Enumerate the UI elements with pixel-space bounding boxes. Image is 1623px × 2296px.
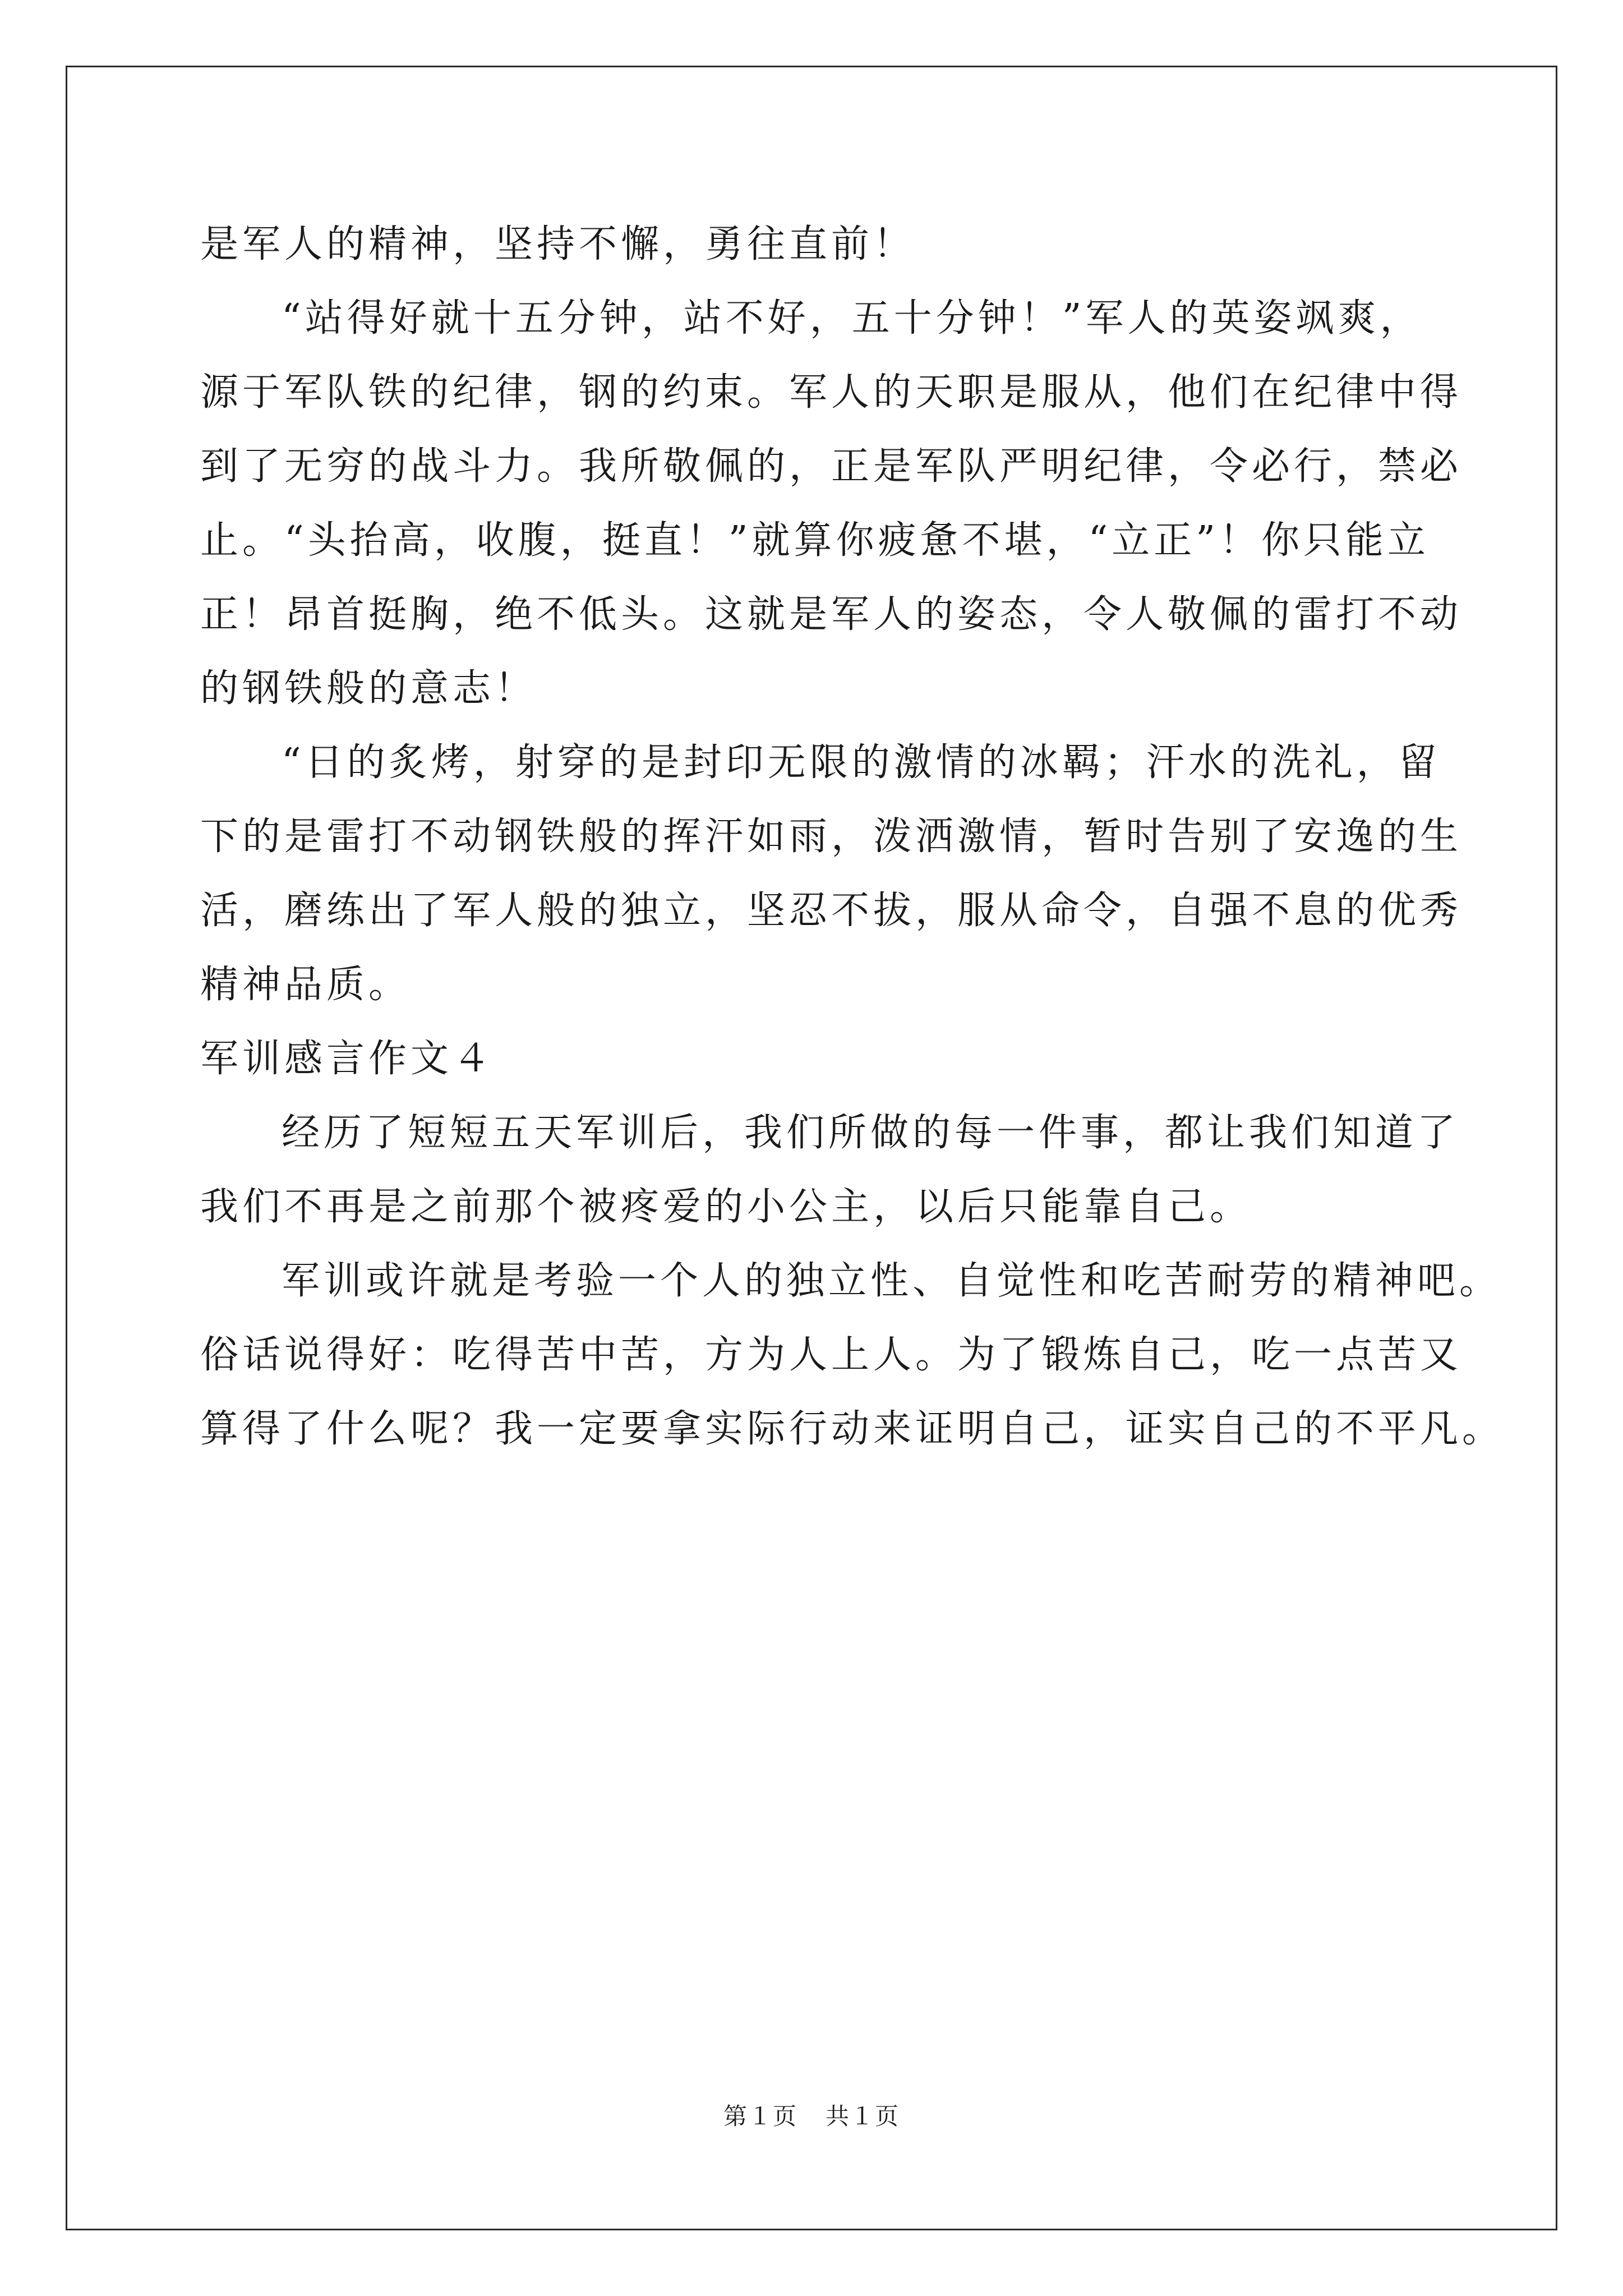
paragraph-line: 俗话说得好：吃得苦中苦，方为人上人。为了锻炼自己，吃一点苦又	[200, 1333, 1463, 1377]
paragraph-line: 的钢铁般的意志！	[200, 666, 537, 711]
paragraph-line: 下的是雷打不动钢铁般的挥汗如雨，泼洒激情，暂时告别了安逸的生	[200, 815, 1463, 859]
document-body	[200, 208, 1505, 1466]
page-footer	[0, 2098, 1623, 2132]
paragraph-line: 活，磨练出了军人般的独立，坚忍不拔，服从命令，自强不息的优秀	[200, 889, 1463, 933]
paragraph-line: 军训或许就是考验一个人的独立性、自觉性和吃苦耐劳的精神吧。	[282, 1259, 1502, 1303]
paragraph-line: 正！昂首挺胸，绝不低头。这就是军人的姿态，令人敬佩的雷打不动	[200, 592, 1463, 637]
paragraph-line: 精神品质。	[200, 963, 411, 1007]
paragraph-line: “站得好就十五分钟，站不好，五十分钟！”军人的英姿飒爽，	[282, 296, 1422, 341]
paragraph-line: 到了无穷的战斗力。我所敬佩的，正是军队严明纪律，令必行，禁必	[200, 444, 1463, 489]
page-total: 共１页	[826, 2102, 900, 2130]
paragraph-line: 我们不再是之前那个被疼爱的小公主，以后只能靠自己。	[200, 1185, 1252, 1229]
paragraph-line: 源于军队铁的纪律，钢的约束。军人的天职是服从，他们在纪律中得	[200, 370, 1463, 415]
paragraph-line: 止。“头抬高，收腹，挺直！”就算你疲惫不堪，“立正”！你只能立	[200, 518, 1430, 563]
paragraph-line: 算得了什么呢？我一定要拿实际行动来证明自己，证实自己的不平凡。	[200, 1407, 1505, 1451]
section-heading: 军训感言作文４	[200, 1037, 495, 1081]
paragraph-line: “日的炙烤，射穿的是封印无限的激情的冰羁；汗水的洗礼，留	[282, 740, 1441, 785]
paragraph-line: 是军人的精神，坚持不懈，勇往直前！	[200, 222, 916, 266]
page-number: 第１页	[723, 2102, 797, 2130]
paragraph-line: 经历了短短五天军训后，我们所做的每一件事，都让我们知道了	[282, 1111, 1460, 1155]
